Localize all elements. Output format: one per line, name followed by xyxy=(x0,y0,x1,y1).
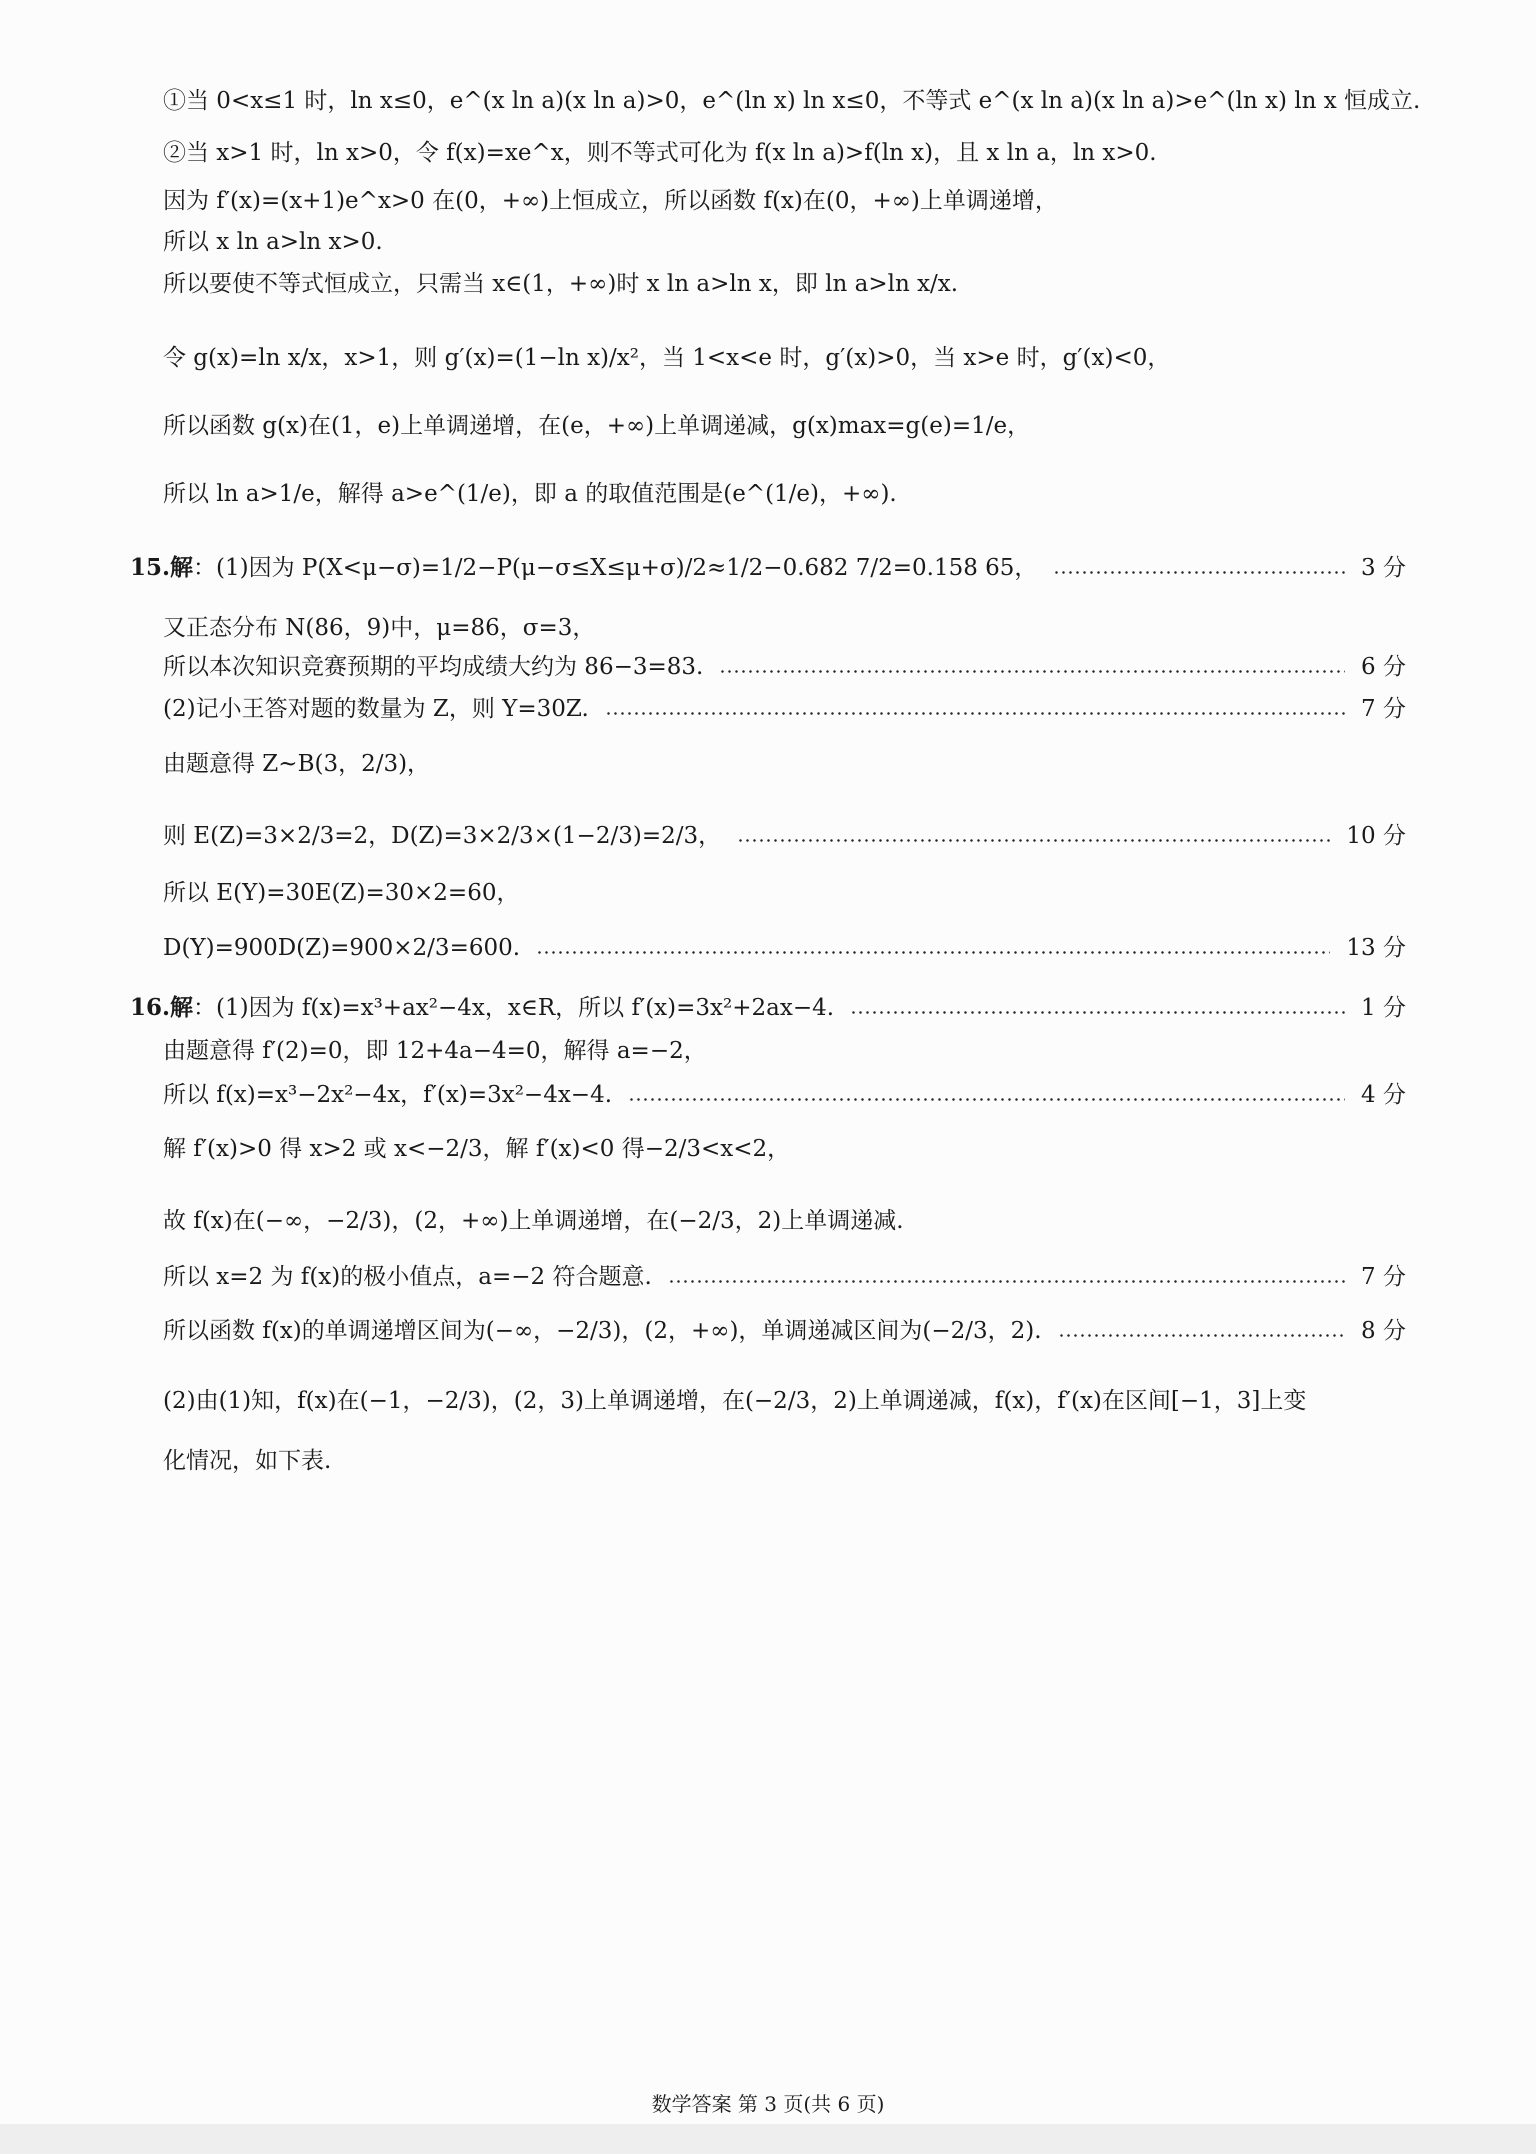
question-number: 15. xyxy=(130,554,171,581)
line-text-wrap xyxy=(163,1136,790,1164)
solution-line xyxy=(163,1388,1406,1416)
line-text: 令 g(x)=ln x/x，x>1，则 g′(x)=(1−ln x)/x²，当 1<x<e 时，g′(x)>0，当 x>e 时，g′(x)<0， xyxy=(163,345,1171,371)
line-text: ①当 0<x≤1 时，ln x≤0，e^(x ln a)(x ln a)>0，e^(ln x) ln x≤0，不等式 e^(x ln a)(x ln a)>e^(ln x) ln x 恒成立. xyxy=(163,88,1421,114)
line-text: 又正态分布 N(86，9)中，μ=86，σ=3， xyxy=(163,615,596,641)
dot-leader xyxy=(536,951,1330,954)
scored-step-line xyxy=(163,1082,1406,1110)
line-text-wrap xyxy=(163,1388,1306,1416)
line-text: 所以 f(x)=x³−2x²−4x，f′(x)=3x²−4x−4. xyxy=(163,1082,613,1108)
line-text-wrap xyxy=(163,1448,331,1476)
line-text-wrap xyxy=(163,345,1170,373)
line-text: ②当 x>1 时，ln x>0，令 f(x)=xe^x，则不等式可化为 f(x ln a)>f(ln x)，且 x ln a，ln x>0. xyxy=(163,140,1157,166)
line-text-wrap xyxy=(163,935,520,963)
dot-leader xyxy=(628,1098,1345,1101)
solution-line xyxy=(163,1208,1406,1236)
line-text-wrap xyxy=(130,994,834,1023)
line-text: 故 f(x)在(−∞，−2/3)，(2，+∞)上单调递增，在(−2/3，2)上单调递减. xyxy=(163,1208,904,1234)
line-text-wrap xyxy=(163,229,383,257)
solution-line xyxy=(163,1448,1406,1476)
line-text-wrap xyxy=(163,88,1420,116)
score-marker: 6 分 xyxy=(1361,654,1406,680)
dot-leader xyxy=(850,1011,1345,1014)
score-marker: 4 分 xyxy=(1361,1082,1406,1108)
solution-line xyxy=(163,345,1406,373)
solution-line xyxy=(163,615,1406,643)
solution-label: 解 xyxy=(170,994,194,1021)
score-marker: 7 分 xyxy=(1361,1264,1406,1290)
score-marker: 8 分 xyxy=(1361,1318,1406,1344)
line-text-wrap xyxy=(163,188,1058,216)
line-text-wrap xyxy=(163,1082,612,1110)
line-text: D(Y)=900D(Z)=900×2/3=600. xyxy=(163,935,521,961)
scored-step-line xyxy=(163,823,1406,851)
score-marker: 7 分 xyxy=(1361,696,1406,722)
line-text-wrap xyxy=(130,554,1037,583)
line-text-wrap xyxy=(163,140,1157,168)
line-text: 则 E(Z)=3×2/3=2，D(Z)=3×2/3×(1−2/3)=2/3， xyxy=(163,823,722,849)
scored-step-line xyxy=(130,994,1406,1023)
question-number: 16. xyxy=(130,994,171,1021)
line-text: 所以本次知识竞赛预期的平均成绩大约为 86−3=83. xyxy=(163,654,704,680)
score-marker: 3 分 xyxy=(1361,554,1406,581)
line-text: 解 f′(x)>0 得 x>2 或 x<−2/3，解 f′(x)<0 得−2/3<x<2， xyxy=(163,1136,791,1162)
line-text-wrap xyxy=(163,1208,904,1236)
scored-step-line xyxy=(163,935,1406,963)
line-text: 所以函数 f(x)的单调递增区间为(−∞，−2/3)，(2，+∞)，单调递减区间为(−2/3，2). xyxy=(163,1318,1042,1344)
solution-line xyxy=(163,481,1406,509)
solution-line xyxy=(163,88,1421,116)
line-text: 化情况，如下表. xyxy=(163,1448,332,1474)
score-marker: 10 分 xyxy=(1346,823,1406,849)
line-text: 所以 ln a>1/e，解得 a>e^(1/e)，即 a 的取值范围是(e^(1/e)，+∞). xyxy=(163,481,897,507)
line-text: 因为 f′(x)=(x+1)e^x>0 在(0，+∞)上恒成立，所以函数 f(x)在(0，+∞)上单调递增， xyxy=(163,188,1058,214)
line-text-wrap xyxy=(163,413,1030,441)
solution-line xyxy=(163,271,1406,299)
dot-leader xyxy=(1053,571,1345,574)
line-text-wrap xyxy=(163,1264,652,1292)
line-text-wrap xyxy=(163,1318,1042,1346)
line-text: ：(1)因为 P(X<μ−σ)=1/2−P(μ−σ≤X≤μ+σ)/2≈1/2−0.682 7/2=0.158 65， xyxy=(193,555,1038,581)
line-text-wrap xyxy=(163,1038,707,1066)
solution-line xyxy=(163,229,1406,257)
solution-line xyxy=(163,140,1406,168)
solution-line xyxy=(163,188,1406,216)
line-text: ：(1)因为 f(x)=x³+ax²−4x，x∈R，所以 f′(x)=3x²+2ax−4. xyxy=(193,995,835,1021)
line-text-wrap xyxy=(163,696,589,724)
line-text: (2)由(1)知，f(x)在(−1，−2/3)，(2，3)上单调递增，在(−2/3，2)上单调递减，f(x)，f′(x)在区间[−1，3]上变 xyxy=(163,1388,1307,1414)
line-text: 所以 x=2 为 f(x)的极小值点，a=−2 符合题意. xyxy=(163,1264,652,1290)
line-text-wrap xyxy=(163,271,958,299)
dot-leader xyxy=(719,670,1345,673)
line-text: 由题意得 Z~B(3，2/3)， xyxy=(163,751,431,777)
line-text-wrap xyxy=(163,654,703,682)
line-text: 所以要使不等式恒成立，只需当 x∈(1，+∞)时 x ln a>ln x，即 ln a>ln x/x. xyxy=(163,271,959,297)
solution-line xyxy=(163,413,1406,441)
solution-line xyxy=(163,751,1406,779)
scored-step-line xyxy=(163,1318,1406,1346)
dot-leader xyxy=(737,839,1330,842)
page-footer: 数学答案 第 3 页(共 6 页) xyxy=(651,2092,885,2116)
line-text: 由题意得 f′(2)=0，即 12+4a−4=0，解得 a=−2， xyxy=(163,1038,707,1064)
scored-step-line xyxy=(163,1264,1406,1292)
dot-leader xyxy=(1058,1334,1345,1337)
solution-line xyxy=(163,1038,1406,1066)
scored-step-line xyxy=(130,554,1406,583)
dot-leader xyxy=(668,1280,1345,1283)
line-text-wrap xyxy=(163,751,430,779)
line-text-wrap xyxy=(163,880,519,908)
line-text: 所以 x ln a>ln x>0. xyxy=(163,229,383,255)
scored-step-line xyxy=(163,696,1406,724)
line-text: 所以 E(Y)=30E(Z)=30×2=60， xyxy=(163,880,520,906)
scan-bottom-edge xyxy=(0,2124,1536,2154)
scored-step-line xyxy=(163,654,1406,682)
line-text: 所以函数 g(x)在(1，e)上单调递增，在(e，+∞)上单调递减，g(x)max=g(e)=1/e， xyxy=(163,413,1031,439)
score-marker: 1 分 xyxy=(1361,994,1406,1021)
line-text-wrap xyxy=(163,481,897,509)
solution-line xyxy=(163,1136,1406,1164)
dot-leader xyxy=(605,712,1345,715)
score-marker: 13 分 xyxy=(1346,935,1406,961)
solution-label: 解 xyxy=(170,554,194,581)
line-text-wrap xyxy=(163,823,721,851)
line-text: (2)记小王答对题的数量为 Z，则 Y=30Z. xyxy=(163,696,589,722)
solution-line xyxy=(163,880,1406,908)
line-text-wrap xyxy=(163,615,595,643)
